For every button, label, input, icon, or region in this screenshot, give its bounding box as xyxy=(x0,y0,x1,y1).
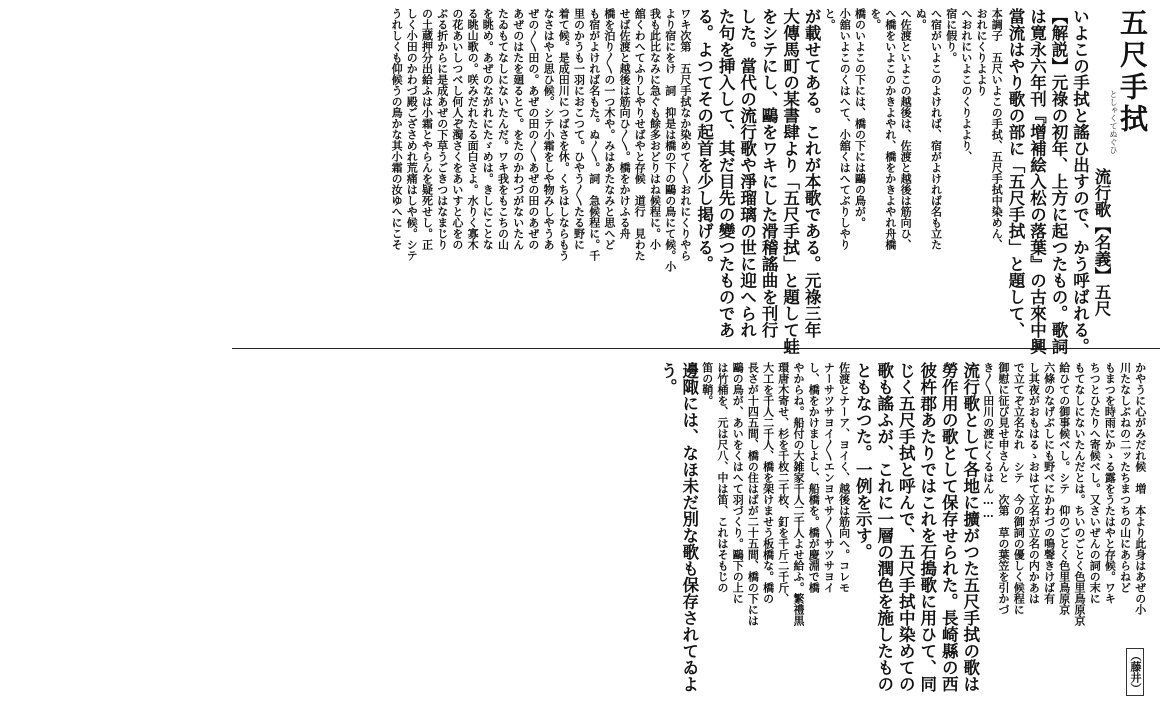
text-column: 流行歌【名義】五尺 xyxy=(1092,168,1111,317)
text-column: しく小田のかわづ殿ござさめれ荒痛はしや候。シテ xyxy=(405,8,419,261)
title-reading: としゃくてぬぐひ xyxy=(1109,90,1118,154)
text-column: を眺め。あぜのながれにたゞめは。きしにことな xyxy=(481,8,495,250)
text-column: 里のかうも一羽におこつて。ひやう〳〵たる野に xyxy=(572,8,586,250)
text-column: 大工を千人二千人、橋を架けませう板橋な。橋の xyxy=(761,362,775,604)
text-column: より宿にをけ 詞 抑是は橋の下の鷗の鳥にて候。小 xyxy=(663,8,677,272)
text-column: う。 xyxy=(658,362,678,395)
text-column: をシテにし、鷗をワキにした滑稽謠曲を刊行 xyxy=(759,8,779,338)
text-column: の土蔵押分出給ふは小霜とやらんを疑死せし。正 xyxy=(420,8,434,250)
text-column: し、橋をかけましよし、船橋を。橋が慶淵で橋 xyxy=(807,362,821,593)
text-column: 舘くわへてふりしやりせばやと存候 道行 見わた xyxy=(633,8,647,261)
text-column: は寛永六年刊『增補絵入松の落葉』の古來中興 xyxy=(1027,8,1047,355)
text-column: 橋のいよこの下には、橋の下には鷗の鳥が。 xyxy=(853,8,867,228)
text-column: 當流はやり歌の部に「五尺手拭」と題して、 xyxy=(1006,8,1025,338)
text-column: した。當代の流行歌や淨瑠璃の世に迎へられ xyxy=(737,8,757,338)
text-column: 鷗の鳥が、あいをくはへて羽づくり。鷗下の上に xyxy=(731,362,745,604)
text-column: と。 xyxy=(823,8,837,30)
text-column: は竹桶を、元は尺八、中は笛、これはそもじの xyxy=(716,362,729,593)
text-column: へおれにいよこのくりよより、 xyxy=(959,8,973,162)
text-column: 御慰に征び見せ申さんと 次第 草の葉笠を引かづ xyxy=(997,362,1010,615)
text-column: 笛の鞘。 xyxy=(700,362,714,406)
text-column: 六條のなげぶしにも野べにかわづの鳴聲きけば有 xyxy=(1042,362,1056,604)
text-column: へ佐渡といよこの越後は、佐渡と越後は筋向ひ、 xyxy=(899,8,913,250)
text-column: ちつとひたりへ寄候べし。又さいぜんの詞の末に xyxy=(1088,362,1102,604)
text-column: じく五尺手拭と呼んで、五尺手拭中染めての xyxy=(896,362,916,692)
text-column: 邊陬には、なほ未だ別な歌も保存されてゐよ xyxy=(679,362,699,692)
text-column: せば佐渡と越後は筋向ひ〳〵。橋をかけふる舟 xyxy=(618,8,632,239)
text-column: の花あいしつべし何人ぞ濁さくをあいすと心をの xyxy=(450,8,464,250)
text-column: もてなしにないたんだとは。ちいのごとく色里鳥原京 xyxy=(1073,362,1086,626)
text-column: やからね。船付の大雑家千人二千人よせ給ふ。繁禮黒 xyxy=(792,362,805,626)
text-column: 給ひての御事候べし。シテ 仰のごとく色里鳥原京 xyxy=(1057,362,1071,615)
text-column: いよこの手拭と謠ひ出すので、かう呼ばれる。 xyxy=(1070,8,1090,355)
text-column: る眺山歌の。咲みだれたる面白さよ。水りく寡木 xyxy=(466,8,480,250)
text-column: 長さが十四五間、橋の住はばが二十五間、橋の下には xyxy=(746,362,760,626)
text-column: 歌も謠ふが、これに一層の潤色を施したもの xyxy=(874,362,894,692)
text-column: おれにくりよより xyxy=(975,8,989,96)
text-column: 【解説】元祿の初年、上方に起つたもの。歌詞 xyxy=(1049,8,1068,355)
text-column: 環唐木寄せ、杉を千枚二千枚、釘を千斤二千斤、 xyxy=(776,362,790,604)
text-column: 宿に假り。 xyxy=(944,8,958,63)
text-column: 橋を泊り〳〵の一つ木や。みはあたなみと思へど xyxy=(602,8,616,250)
text-column: で立てぞ立名なれ シテ 今の御詞の優しく候程に xyxy=(1012,362,1026,615)
article-title: 五尺手拭 xyxy=(1116,8,1149,136)
text-column: 彼杵郡あたりではこれを石搗歌に用ひて、同 xyxy=(917,362,937,692)
text-column: し其夜がおもはるゝおはて立名が立名の内かあは xyxy=(1027,362,1041,604)
text-column: も宿がよければ名もた。ぬ〳〵。詞 急候程に。千 xyxy=(587,8,601,261)
text-column: 小舘いよこのくはへて、小舘くはへてぶりしやり xyxy=(838,8,852,250)
text-column: たゐもてなしにないたんだ。ワキ我をもこちの山 xyxy=(496,8,510,250)
text-column: あぜのはたを廻るとて。をたのかわづがないたん xyxy=(511,8,525,250)
text-column: る。よつてその起首を少し掲げる。 xyxy=(694,8,714,272)
text-column: き〳〵田川の渡にくるはん…… xyxy=(981,362,995,520)
text-column: ワキ次第 五尺手拭なか染めて〳〵おれにくりやら xyxy=(678,8,692,261)
text-column: 佐渡とナーア、ヨイく、越後は筋向へ。コレモ xyxy=(837,362,851,593)
text-column: 川たなしぶねの二ッたちまつちの山にあらねど xyxy=(1118,362,1132,593)
text-column: もまつを時雨にかゝる露をうたはやと存候。ワキ xyxy=(1103,362,1117,604)
text-column: うれしくも仰候うの鳥かな其小霜の汝ゆへにこそ xyxy=(390,8,404,250)
author-signature: （藤井） xyxy=(1126,648,1144,696)
section-divider xyxy=(232,348,1160,349)
text-column: かやうに心がみだれ候 増 本より此身はあぜの小 xyxy=(1133,362,1147,615)
text-column: ぬ。 xyxy=(914,8,928,30)
text-column: た句を挿入して、其だ目先の變つたものであ xyxy=(716,8,736,338)
text-column: 本調子 五尺いよこの手拭、五尺手拭中染めん、 xyxy=(990,8,1004,250)
text-column: なさはやと思ひ候。シテ小霜をしや物みしやうあ xyxy=(542,8,556,250)
text-column: へ宿がいよこのよければ、宿がよければ名も立た xyxy=(929,8,943,250)
text-column: 我も此比なみに急ぐも餘多おどりはね候程に。小 xyxy=(648,8,662,250)
text-column: を。 xyxy=(868,8,882,30)
text-column: へ橋をいよこのかきよやれ、橋をかきよやれ舟橋 xyxy=(883,8,897,250)
text-column: 着て候。是成田川につばさを休。くちはしならもう xyxy=(557,8,571,261)
text-column: 勞作用の歌として保存せられた。長崎縣の西 xyxy=(939,362,959,692)
text-column: 大傳馬町の某書肆より「五尺手拭」と題して蛙 xyxy=(780,8,800,355)
text-column: が載せてある。これが本歌である。元祿三年 xyxy=(802,8,822,338)
text-column: ともなつた。一例を示す。 xyxy=(853,362,873,560)
text-column: ぶる折からに是成あぜの下草うごきつはなまじり xyxy=(435,8,449,250)
text-column: ナーサツサヨイ〳〵エンヨヤサ〳〵サツサヨイ xyxy=(822,362,836,593)
text-column: 流行歌として各地に擴がつた五尺手拭の歌は xyxy=(960,362,980,692)
text-column: ぜの〳〵田の。あぜの田の〳〵あぜの田のあぜの xyxy=(526,8,540,250)
